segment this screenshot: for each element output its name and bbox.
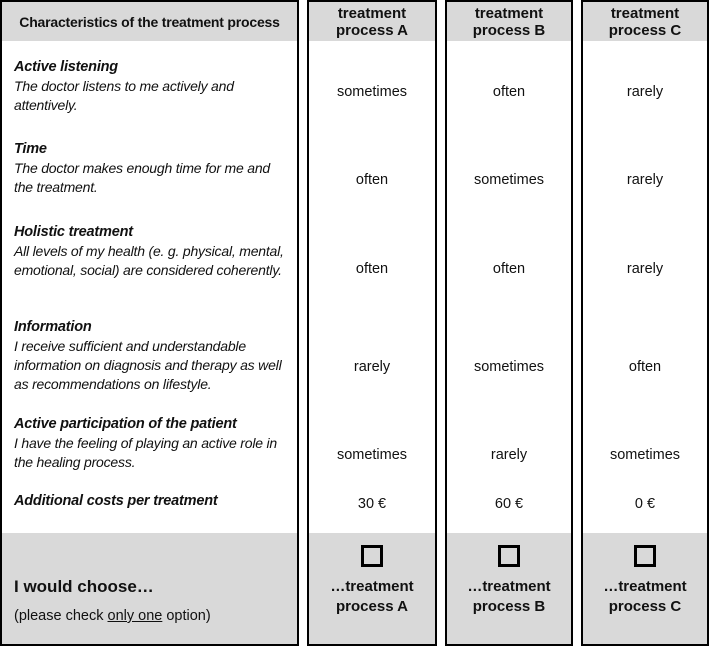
attribute-title: Active listening <box>14 59 118 75</box>
option-c-choice-footer <box>583 533 707 644</box>
attribute-title: Active participation of the patient <box>14 416 237 432</box>
option-a-header: treatment process A <box>309 2 435 41</box>
option-a-value-participation: sometimes <box>336 447 408 463</box>
attribute-description: The doctor listens to me actively and attentively. <box>14 78 234 113</box>
option-b-value-active-listening: often <box>492 84 526 100</box>
option-column-a <box>307 0 437 646</box>
option-c-choice-label: …treatment process C <box>603 578 687 615</box>
option-b-checkbox[interactable] <box>498 545 520 567</box>
attribute-title: Information <box>14 319 92 335</box>
attribute-block-active-participation <box>14 415 292 472</box>
choice-footer-left <box>2 533 297 644</box>
choice-instruction-prefix: (please check <box>14 608 108 624</box>
attribute-title: Time <box>14 141 47 157</box>
attribute-description: I receive sufficient and understandable information on diagnosis and therapy as well as recommendations on lifestyle. <box>14 338 282 392</box>
option-a-value-information: rarely <box>353 359 391 375</box>
option-c-value-holistic: rarely <box>626 261 664 277</box>
option-a-value-costs: 30 € <box>357 496 387 512</box>
option-column-c <box>581 0 709 646</box>
option-a-choice-footer <box>309 533 435 644</box>
option-b-value-information: sometimes <box>473 359 545 375</box>
option-c-value-active-listening: rarely <box>626 84 664 100</box>
option-b-value-participation: rarely <box>490 447 528 463</box>
attribute-title: Holistic treatment <box>14 224 133 240</box>
option-c-checkbox[interactable] <box>634 545 656 567</box>
option-b-header: treatment process B <box>447 2 571 41</box>
option-a-value-time: often <box>355 172 389 188</box>
option-b-value-holistic: often <box>492 261 526 277</box>
option-c-value-participation: sometimes <box>609 447 681 463</box>
attribute-title: Additional costs per treatment <box>14 493 218 509</box>
attribute-description: I have the feeling of playing an active role in the healing process. <box>14 435 277 470</box>
option-c-value-information: often <box>628 359 662 375</box>
option-a-value-holistic: often <box>355 261 389 277</box>
option-b-value-time: sometimes <box>473 172 545 188</box>
choice-instruction <box>14 608 211 624</box>
option-c-value-costs: 0 € <box>634 496 656 512</box>
attribute-block-holistic-treatment <box>14 223 292 280</box>
option-b-choice-label: …treatment process B <box>467 578 551 615</box>
attribute-block-active-listening <box>14 58 292 115</box>
choice-instruction-suffix: option) <box>162 608 211 624</box>
option-b-choice-footer <box>447 533 571 644</box>
option-c-header: treatment process C <box>583 2 707 41</box>
option-a-value-active-listening: sometimes <box>336 84 408 100</box>
attribute-block-additional-costs <box>14 492 292 511</box>
attribute-description: All levels of my health (e. g. physical, mental, emotional, social) are considered coherently. <box>14 243 284 278</box>
choice-instruction-underlined: only one <box>107 608 163 624</box>
attribute-block-information <box>14 318 292 394</box>
attribute-description: The doctor makes enough time for me and the treatment. <box>14 160 271 195</box>
characteristics-table <box>0 0 299 646</box>
option-a-choice-label: …treatment process A <box>330 578 414 615</box>
characteristics-header: Characteristics of the treatment process <box>2 2 297 41</box>
option-a-checkbox[interactable] <box>361 545 383 567</box>
choice-prompt: I would choose… <box>14 577 154 596</box>
attribute-block-time <box>14 140 292 197</box>
option-c-value-time: rarely <box>626 172 664 188</box>
option-column-b <box>445 0 573 646</box>
option-b-value-costs: 60 € <box>494 496 524 512</box>
